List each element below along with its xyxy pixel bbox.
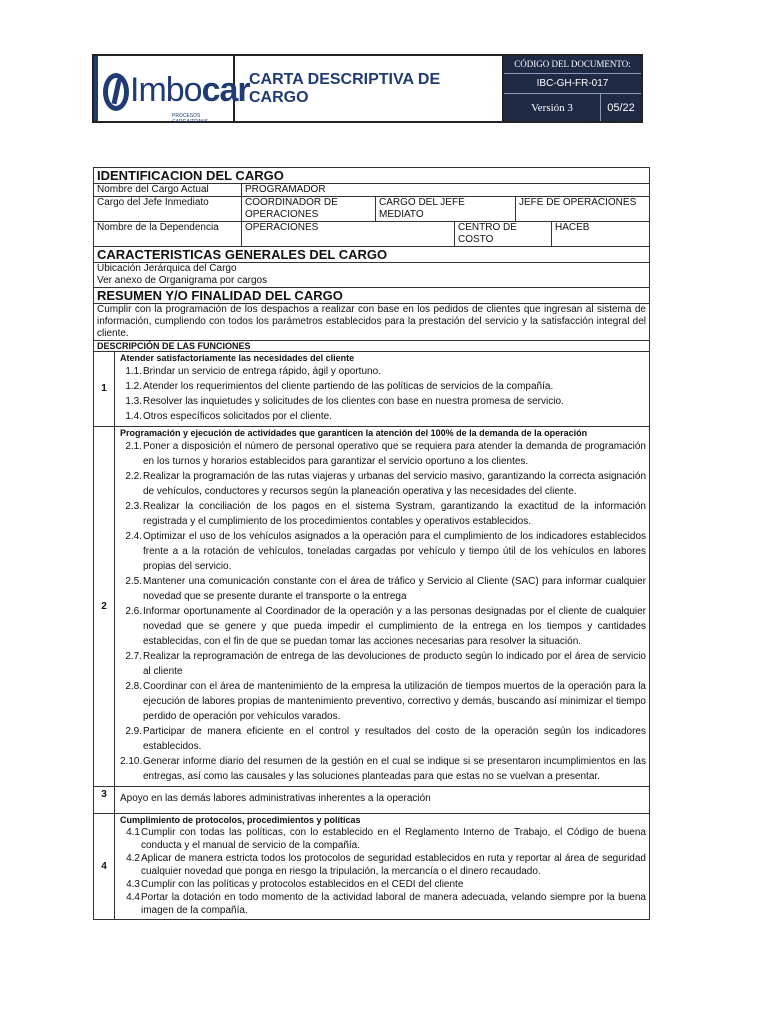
funcion-row (94, 427, 649, 787)
funcion-row (94, 352, 649, 427)
funcion-item-number: 1.1. (125, 366, 142, 377)
funcion-body (115, 352, 649, 426)
cargo-actual-label: Nombre del Cargo Actual (94, 184, 242, 196)
funcion-item-text: Cumplir con todas las políticas, con lo establecido en el Reglamento Interno de Trabajo, el Código de buena conducta y el manual de servicio de la compañía. (141, 827, 646, 851)
funcion-item-number: 2.6. (125, 606, 142, 617)
funcion-title: Cumplimiento de protocolos, procedimientos y políticas (120, 815, 361, 825)
funcion-item (120, 529, 646, 574)
funcion-body (115, 787, 649, 813)
funcion-item-text: Portar la dotación en todo momento de la actividad laboral de manera adecuada, velando siempre por la buena imagen de la compañía. (141, 892, 646, 916)
jefe-mediato-value: JEFE DE OPERACIONES (519, 197, 637, 208)
company-logo (94, 56, 250, 125)
logo-tagline: PROCESOS CARGA/TRANS (172, 113, 209, 125)
funcion-item-text: Realizar la reprogramación de entrega de las devoluciones de producto según lo indicado por el área de servicio al cliente (143, 651, 646, 677)
funcion-item-text: Poner a disposición el número de personal operativo que se requiera para atender la demanda de programación en los turnos y horarios establecidos para garantizar el servicio oportuno a los clientes. (143, 441, 646, 467)
funciones-heading-row (94, 341, 649, 352)
funcion-item-number: 4.4 (126, 892, 140, 903)
funcion-item-number: 4.1 (126, 827, 140, 838)
funcion-item (120, 878, 646, 891)
doc-date: 05/22 (607, 101, 635, 114)
funcion-item-text: Brindar un servicio de entrega rápido, ágil y oportuno. (143, 366, 381, 377)
funcion-item-number: 2.7. (125, 651, 142, 662)
funcion-item (120, 469, 646, 499)
funcion-item-number: 1.2. (125, 381, 142, 392)
funcion-item-text: Coordinar con el área de mantenimiento de la empresa la utilización de tiempos muertos de la operación para la ejecución de labores propias de mantenimiento preventivo, correctivo y demás, buscando así minimizar el tiempo perdido de operación por vehículos varados. (143, 681, 646, 722)
funcion-text: Apoyo en las demás labores administrativas inherentes a la operación (120, 793, 431, 804)
funcion-item (120, 852, 646, 878)
funcion-body (115, 814, 649, 919)
funcion-item (120, 891, 646, 917)
funcion-item (120, 364, 646, 379)
funcion-number: 2 (94, 427, 115, 786)
funcion-item-number: 2.1. (125, 441, 142, 452)
funcion-item (120, 499, 646, 529)
funcion-item (120, 826, 646, 852)
funcion-item-number: 4.3 (126, 879, 140, 890)
organigrama-note: Ver anexo de Organigrama por cargos (97, 275, 268, 286)
funcion-row (94, 787, 649, 814)
jefe-mediato-label: CARGO DEL JEFE MEDIATO (376, 197, 516, 221)
funcion-item (120, 649, 646, 679)
doc-code-label: CÓDIGO DEL DOCUMENTO: (504, 56, 641, 74)
funciones-heading: DESCRIPCIÓN DE LAS FUNCIONES (97, 341, 251, 351)
funcion-number: 4 (94, 814, 115, 919)
doc-code: IBC-GH-FR-017 (504, 74, 641, 94)
cargo-actual-row (94, 184, 649, 197)
doc-version: Versión 3 (504, 94, 601, 121)
funcion-item-number: 2.10. (120, 756, 143, 767)
funcion-number: 1 (94, 352, 115, 426)
funcion-item-text: Cumplir con las políticas y protocolos establecidos en el CEDI del cliente (141, 879, 464, 890)
identificacion-heading: IDENTIFICACION DEL CARGO (97, 168, 284, 183)
resumen-text: Cumplir con la programación de los despachos a realizar con base en los pedidos de clientes que ingresan al sistema de información, cumpliendo con todos los parámetros establecidos para la prestación del servicio y la satisfacción integral del cliente. (97, 304, 646, 339)
jefe-inmediato-label: Cargo del Jefe Inmediato (94, 197, 242, 221)
funcion-row (94, 814, 649, 919)
funcion-item (120, 394, 646, 409)
cargo-actual-value: PROGRAMADOR (245, 184, 326, 195)
funcion-item-text: Optimizar el uso de los vehículos asignados a la operación para el cumplimiento de los indicadores establecidos frente a a la rotación de vehículos, toneladas cargadas por vehículo y tiempo útil de los vehículos en labores propias del servicio. (143, 531, 646, 572)
funcion-item-text: Mantener una comunicación constante con el área de tráfico y Servicio al Cliente (SAC) para informar cualquier novedad que se presente durante el transporte o la entrega (143, 576, 646, 602)
dependencia-label: Nombre de la Dependencia (94, 222, 242, 246)
funcion-item (120, 409, 646, 424)
funcion-item-number: 2.8. (125, 681, 142, 692)
jefe-inmediato-value: COORDINADOR DE OPERACIONES (242, 197, 376, 221)
funcion-item-text: Participar de manera eficiente en el control y resultados del costo de la operación según los indicadores establecidos. (143, 726, 646, 752)
funcion-item-number: 2.9. (125, 726, 142, 737)
funcion-item-text: Realizar la programación de las rutas viajeras y urbanas del servicio masivo, garantizando la correcta asignación de vehículos, conductores y recursos según la planeación operativa y las necesidades del cliente. (143, 471, 646, 497)
funcion-item-text: Generar informe diario del resumen de la gestión en el cual se indique si se presentaron incumplimientos en las entregas, así como las causales y las soluciones planteadas para que estas no se vuelvan a presentar. (143, 756, 646, 782)
caracteristicas-heading-row (94, 247, 649, 263)
dependencia-value: OPERACIONES (242, 222, 455, 246)
funcion-item-number: 2.2. (125, 471, 142, 482)
funcion-item (120, 724, 646, 754)
funcion-item (120, 604, 646, 649)
funcion-item-text: Aplicar de manera estricta todos los protocolos de seguridad establecidos en ruta y reportar al área de seguridad cualquier novedad que ponga en riesgo la tripulación, la mercancía o el dinero recaudado. (141, 853, 646, 877)
caracteristicas-heading: CARACTERISTICAS GENERALES DEL CARGO (97, 247, 388, 262)
funcion-item (120, 679, 646, 724)
funcion-body (115, 427, 649, 786)
funcion-item-text: Atender los requerimientos del cliente partiendo de las políticas de servicios de la compañía. (143, 381, 554, 392)
funciones-list (94, 352, 649, 919)
funcion-item-number: 4.2 (126, 853, 140, 864)
resumen-heading-row (94, 288, 649, 304)
document-title: CARTA DESCRIPTIVA DE CARGO (235, 56, 504, 121)
funcion-item-text: Realizar la conciliación de los pagos en el sistema Systram, garantizando la exactitud de la información registrada y el cumplimiento de los procedimientos contables y operativos establecidos. (143, 501, 646, 527)
funcion-item-number: 1.3. (125, 396, 142, 407)
centro-costo-label: CENTRO DE COSTO (455, 222, 552, 246)
funcion-item (120, 379, 646, 394)
logo-accent-bar (94, 56, 98, 121)
resumen-body-row (94, 304, 649, 341)
job-description-table (93, 167, 650, 920)
funcion-item-number: 2.5. (125, 576, 142, 587)
funcion-item-number: 2.3. (125, 501, 142, 512)
logo-mark-icon (102, 72, 130, 112)
funcion-item (120, 439, 646, 469)
funcion-item (120, 754, 646, 784)
funcion-item-number: 1.4. (125, 411, 142, 422)
funcion-item-number: 2.4. (125, 531, 142, 542)
identificacion-heading-row (94, 168, 649, 184)
funcion-title: Programación y ejecución de actividades que garanticen la atención del 100% de la demanda de la operación (120, 428, 588, 438)
document-header (92, 54, 643, 123)
document-meta (504, 56, 641, 121)
funcion-item-text: Resolver las inquietudes y solicitudes de los clientes con base en nuestra promesa de servicio. (143, 396, 564, 407)
caracteristicas-body-row (94, 263, 649, 288)
funcion-title: Atender satisfactoriamente las necesidades del cliente (120, 353, 355, 363)
funcion-item (120, 574, 646, 604)
funcion-item-text: Otros específicos solicitados por el cliente. (143, 411, 332, 422)
jefe-row (94, 197, 649, 222)
resumen-heading: RESUMEN Y/O FINALIDAD DEL CARGO (97, 288, 343, 303)
logo-wordmark: Imbocar (130, 71, 250, 109)
dependencia-row (94, 222, 649, 247)
funcion-item-text: Informar oportunamente al Coordinador de la operación y a las personas designadas por el cliente de cualquier novedad que se genere y que pueda impedir el cumplimiento de la entrega en los tiempos y cantidades establecidas, con el fin de que se puedan tomar las acciones necesarias para resolver la situación. (143, 606, 646, 647)
ubicacion-jerarquica: Ubicación Jerárquica del Cargo (97, 263, 237, 274)
centro-costo-value: HACEB (555, 222, 590, 233)
funcion-number: 3 (94, 787, 115, 813)
